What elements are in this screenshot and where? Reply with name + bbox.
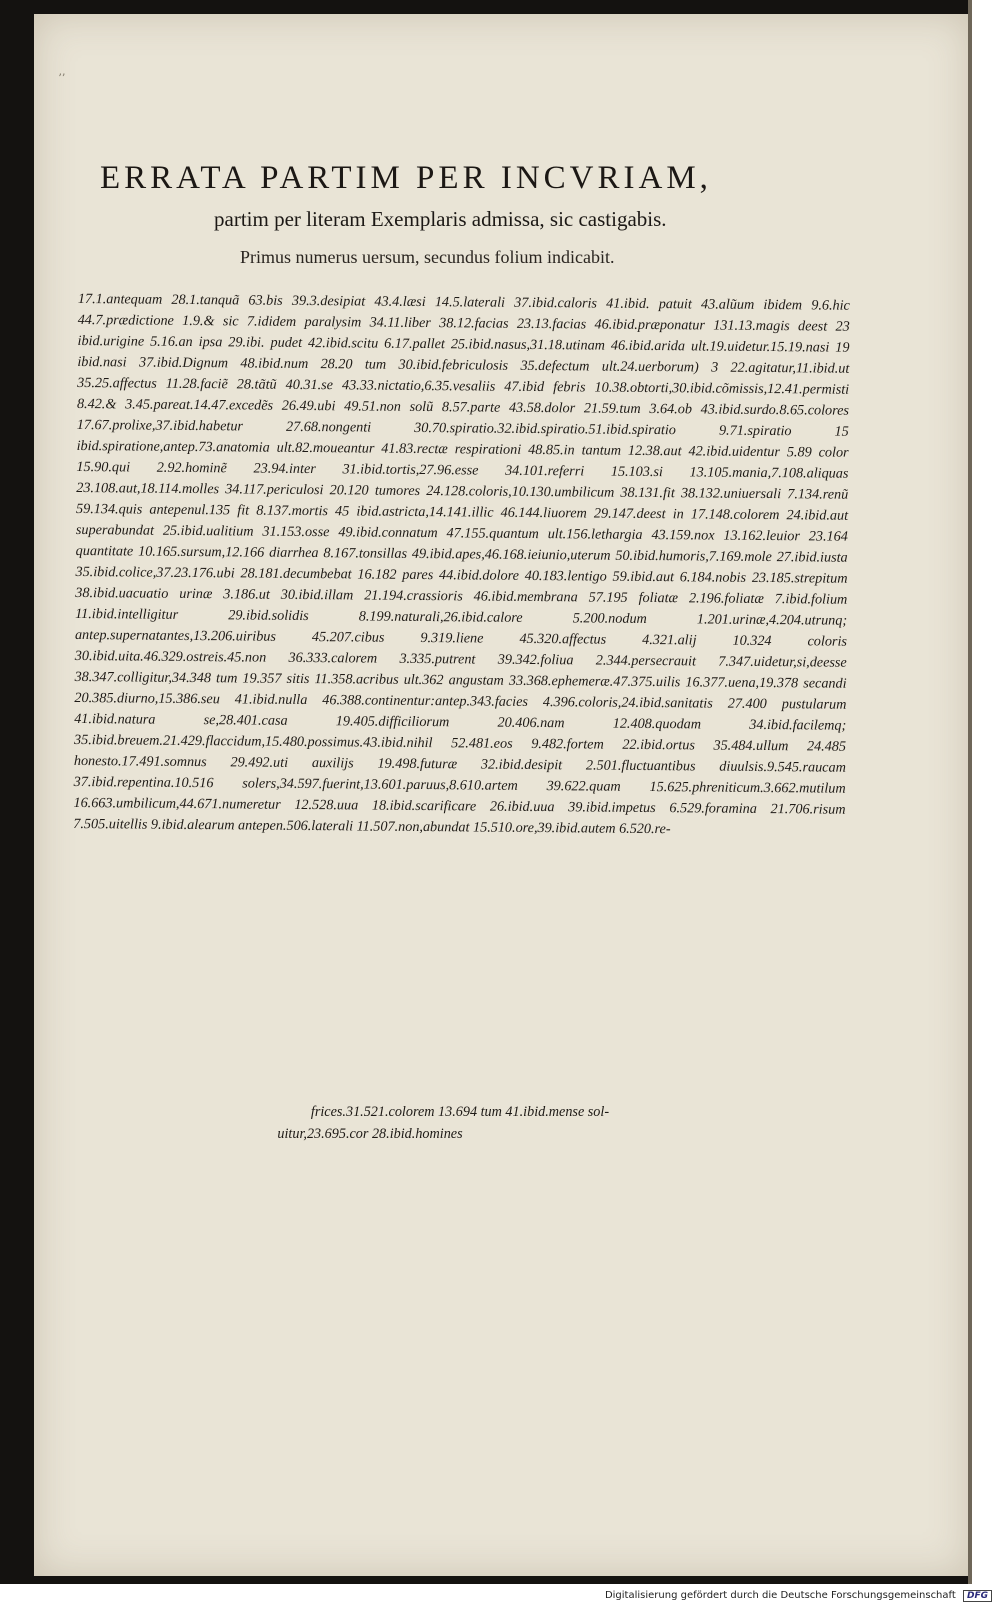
errata-body [73,289,850,842]
page-edge [968,0,972,1584]
corner-mark: ʼʼ [58,72,65,85]
errata-tail-line-2: uitur,23.695.cor 28.ibid.homines [277,1126,463,1142]
dfg-logo-icon: DFG [963,1590,992,1602]
footer-credit-text: Digitalisierung gefördert durch die Deutsche Forschungsgemeinschaft [604,1590,956,1601]
page-title: ERRATA PARTIM PER INCVRIAM, [100,160,712,196]
page-note: Primus numerus uersum, secundus folium indicabit. [240,247,615,267]
errata-tail-line-1: frices.31.521.colorem 13.694 tum 41.ibid.mense sol- [310,1104,610,1120]
errata-text: 17.1.antequam 28.1.tanquã 63.bis 39.3.desipiat 43.4.læsi 14.5.laterali 37.ibid.caloris 41.ibid. patuit 43.alũum ibidem 9.6.hic 44.7.prædictione 1.9.& sic 7.ididem paralysim 34.11.liber 38.12.facias 23.13.facias 46.ibid.præponatur 131.13.magis deest 23 ibid.urigine 5.16.an ipsa 29.ibi. pudet 42.ibid.scitu 6.17.pallet 25.ibid.nasus,31.18.utinam 46.ibid.arida ult.19.uidetur.15.19.nasi 19 ibid.nasi 37.ibid.Dignum 48.ibid.num 28.20 tum 30.ibid.febriculosis 35.defectum ult.24.uerborum) 3 22.agitatur,11.ibid.ut 35.25.affectus 11.28.faciẽ 28.tãtũ 40.31.se 43.33.nictatio,6.35.vesaliis 47.ibid febris 10.38.obtorti,30.ibid.cõmissis,12.41.permisti 8.42.& 3.45.pareat.14.47.excedẽs 26.49.ubi 49.51.non solũ 8.57.parte 43.58.dolor 21.59.tum 3.64.ob 43.ibid.surdo.8.65.colores 17.67.prolixe,37.ibid.habetur 27.68.nongenti 30.70.spiratio.32.ibid.spiratio.51.ibid.spiratio 9.71.spiratio 15 ibid.spiratione,antep.73.anatomia ult.82.moueantur 41.83.rectæ respirationi 48.85.in tantum 12.38.aut 42.ibid.uidentur 5.89 color 15.90.qui 2.92.hominẽ 23.94.inter 31.ibid.tortis,27.96.esse 34.101.referri 15.103.si 13.105.mania,7.108.aliquas 23.108.aut,18.114.molles 34.117.periculosi 20.120 tumores 24.128.coloris,10.130.umbilicum 38.131.fit 38.132.uniuersali 7.134.renũ 59.134.quis antepenul.135 fit 8.137.mortis 45 ibid.astricta,14.141.illic 46.144.liuorem 29.147.deest in 17.148.colorem 24.ibid.aut superabundat 25.ibid.ualitium 31.153.osse 49.ibid.connatum 47.155.quantum ult.156.lethargia 43.159.nox 13.162.leuior 23.164 quantitate 10.165.sursum,12.166 diarrhea 8.167.tonsillas 49.ibid.apes,46.168.ieiunio,uterum 50.ibid.humoris,7.169.mole 27.ibid.iusta 35.ibid.colice,37.23.176.ubi 28.181.decumbebat 16.182 pares 44.ibid.dolore 40.183.lentigo 59.ibid.aut 6.184.nobis 23.185.strepitum 38.ibid.uacuatio urinæ 3.186.ut 30.ibid.illam 21.194.crassioris 46.ibid.membrana 57.195 foliatæ 2.196.foliatæ 7.ibid.folium 11.ibid.intelligitur 29.ibid.solidis 8.199.naturali,26.ibid.calore 5.200.nodum 1.201.urinæ,4.204.utrunq; antep.supernatantes,13.206.uiribus 45.207.cibus 9.319.liene 45.320.affectus 4.321.alij 10.324 coloris 30.ibid.uita.46.329.ostreis.45.non 36.333.calorem 3.335.putrent 39.342.foliua 2.344.persecrauit 7.347.uidetur,si,deesse 38.347.colligitur,34.348 tum 19.357 sitis 11.358.acribus ult.362 angustam 33.368.ephemeræ.47.375.uilis 16.377.uena,19.378 secandi 20.385.diurno,15.386.seu 41.ibid.nulla 46.388.continentur:antep.343.facies 4.396.coloris,24.ibid.sanitatis 27.400 pustularum 41.ibid.natura se,28.401.casa 19.405.difficiliorum 20.406.nam 12.408.quodam 34.ibid.facilemq; 35.ibid.breuem.21.429.flaccidum,15.480.possimus.43.ibid.nihil 52.481.eos 9.482.fortem 22.ibid.ortus 35.484.ullum 24.485 honesto.17.491.somnus 29.492.uti auxilijs 19.498.futuræ 32.ibid.desipit 2.501.fluctuantibus diuulsis.9.545.raucam 37.ibid.repentina.10.516 solers,34.597.fuerint,13.601.paruus,8.610.artem 39.622.quam 15.625.phreniticum.3.662.mutilum 16.663.umbilicum,44.671.numeretur 12.528.uua 18.ibid.scarificare 26.ibid.uua 39.ibid.impetus 6.529.foramina 21.706.risum 7.505.uitellis 9.ibid.alearum antepen.506.laterali 11.507.non,abundat 15.510.ore,39.ibid.autem 6.520.re- [73,290,850,838]
page-subtitle: partim per literam Exemplaris admissa, sic castigabis. [214,207,667,231]
footer-credit [605,1590,992,1602]
